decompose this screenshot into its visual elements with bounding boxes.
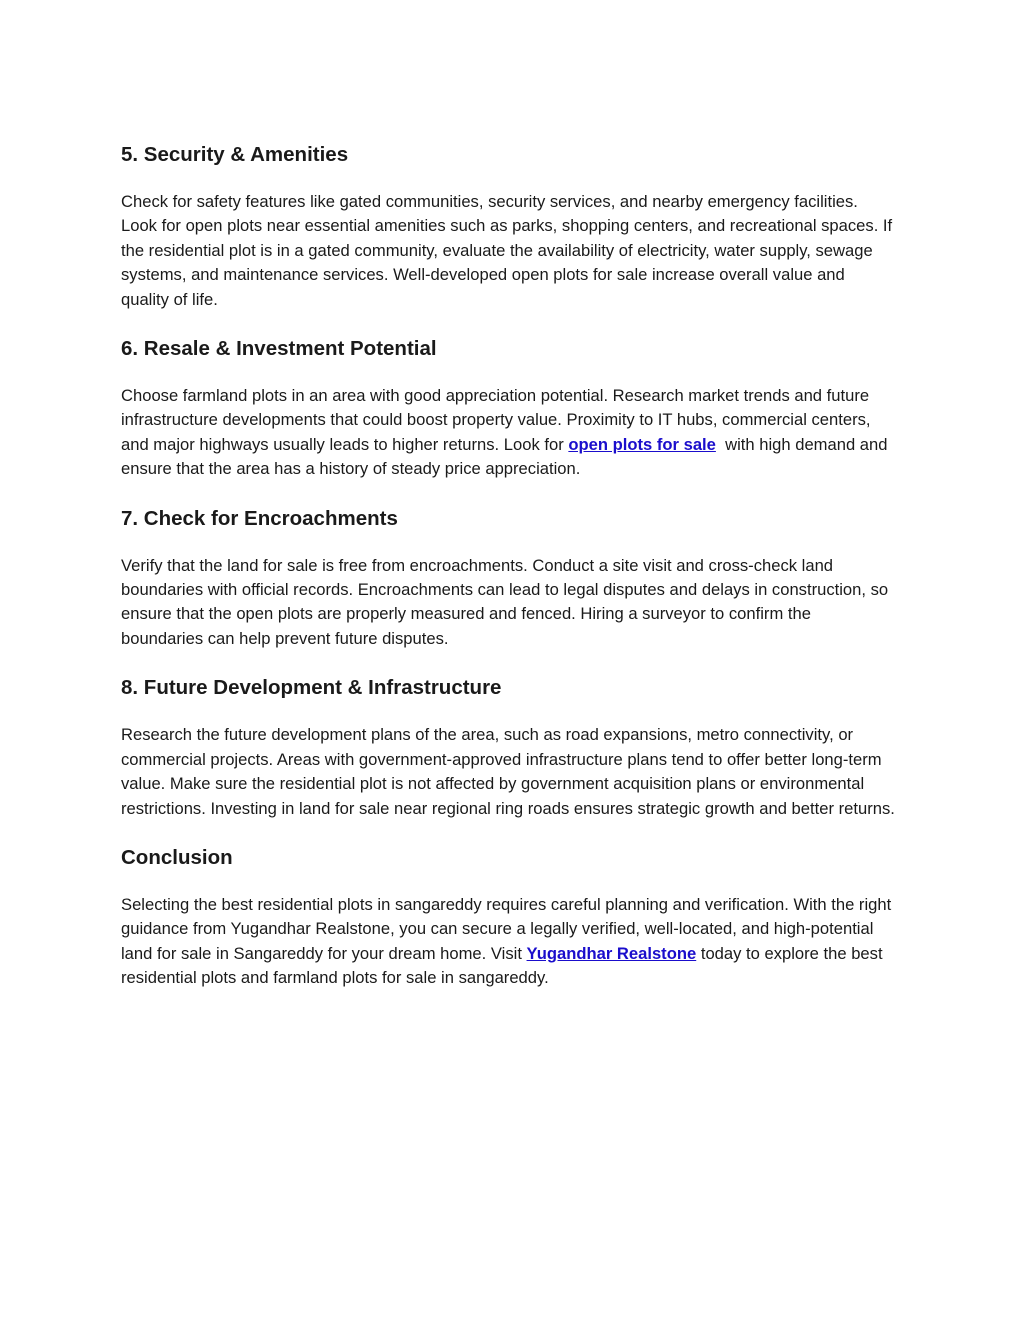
section-paragraph: Verify that the land for sale is free from encroachments. Conduct a site visit and cross-check land boundaries with official records. Encroachments can lead to legal disputes and delays in construction, so ensure that the open plots are properly measured and fenced. Hiring a surveyor to confirm the boundaries can help prevent future disputes. [121, 555, 889, 648]
document-page [121, 140, 896, 1013]
section-heading: Conclusion [121, 845, 233, 869]
section-heading: 5. Security & Amenities [121, 143, 349, 166]
section-future-development [121, 673, 896, 821]
section-encroachments [121, 504, 896, 652]
yugandhar-realstone-link[interactable]: Yugandhar Realstone [526, 943, 697, 963]
paragraph-text: with high demand and ensure that the area has a history of steady price appreciation. [121, 434, 893, 479]
paragraph-text: Selecting the best residential plots in sangareddy requires careful planning and verification. With the right guidance from Yugandhar Realstone, you can secure a legally verified, well-located, and high-potential land for sale in Sangareddy for your dream home. Visit [121, 894, 892, 963]
section-paragraph: Research the future development plans of the area, such as road expansions, metro connectivity, or commercial projects. Areas with government-approved infrastructure plans tend to offer better long-term value. Make sure the residential plot is not affected by government acquisition plans or environmental restrictions. Investing in land for sale near regional ring roads ensures strategic growth and better returns. [121, 725, 895, 818]
section-paragraph: Check for safety features like gated communities, security services, and nearby emergency facilities. Look for open plots near essential amenities such as parks, shopping centers, and recreational spaces. If the residential plot is in a gated community, evaluate the availability of electricity, water supply, sewage systems, and maintenance services. Well-developed open plots for sale increase overall value and quality of life. [121, 192, 893, 309]
section-paragraph [121, 384, 896, 482]
open-plots-link[interactable]: open plots for sale [568, 434, 716, 454]
section-resale-investment [121, 334, 896, 482]
section-paragraph [121, 893, 896, 991]
section-heading: 8. Future Development & Infrastructure [121, 676, 502, 700]
section-heading: 6. Resale & Investment Potential [121, 337, 437, 361]
section-heading: 7. Check for Encroachments [121, 506, 398, 530]
section-conclusion [121, 843, 896, 991]
paragraph-text: Choose farmland plots in an area with good appreciation potential. Research market trends and future infrastructure developments that could boost property value. Proximity to IT hubs, commercial centers, and major highways usually leads to higher returns. Look for [121, 386, 871, 454]
paragraph-text: today to explore the best residential plots and farmland plots for sale in sangareddy. [121, 943, 883, 988]
section-security-amenities [121, 140, 896, 312]
